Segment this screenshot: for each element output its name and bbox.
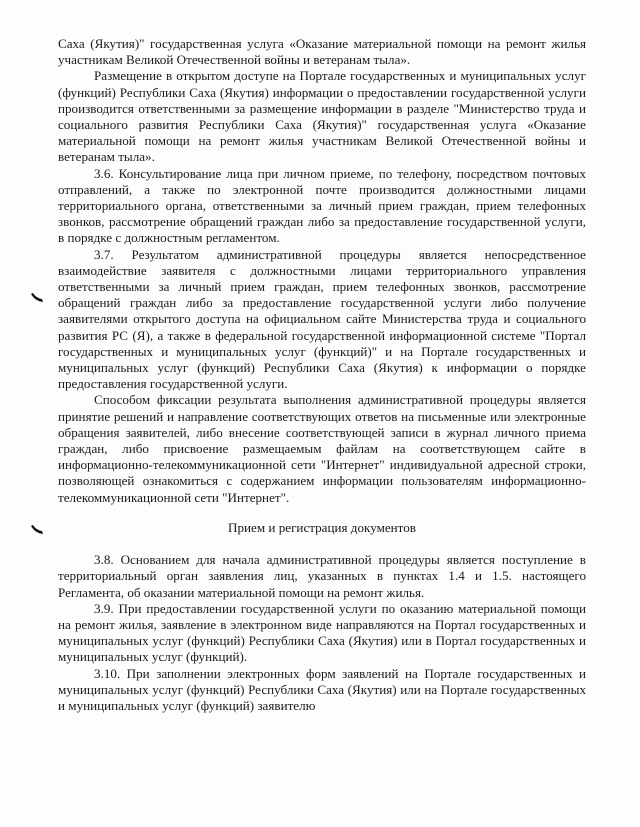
paragraph-fixation-method: Способом фиксации результата выполнения административной процедуры является принятие решений и направление соответствующих ответов на письменные или электронные обращения заявителей, либо внесение соответствующей записи в журнал личного приема граждан, либо присвоение размещаемым файлам на соответствующем сайте в информационно-телекоммуникационной сети "Интернет" индивидуальной адресной строки, позволяющей ознакомиться с содержанием информации пользователям информационно-телекоммуникационной сети "Интернет". [58,392,586,505]
paragraph-3-10: 3.10. При заполнении электронных форм заявлений на Портале государственных и муниципальных услуг (функций) Республики Саха (Якутия) или на Портале государственных и муниципальных услуг (функций) заявителю [58,665,586,713]
document-body [58,36,586,714]
paragraph-3-6: 3.6. Консультирование лица при личном приеме, по телефону, посредством почтовых отправлений, а также по электронной почте производится должностными лицами территориального органа, ответственными за личный прием граждан, прием телефонных звонков, рассмотрение обращений граждан либо за предоставление государственной услуги, в порядке с должностным регламентом. [58,165,586,246]
section-heading: Прием и регистрация документов [228,519,416,535]
paragraph-3-9: 3.9. При предоставлении государственной услуги по оказанию материальной помощи на ремонт жилья, заявление в электронном виде направляются на Портал государственных и муниципальных услуг (функций) Республики Саха (Якутия) или в Портал государственных и муниципальных услуг (функций). [58,600,586,665]
punch-hole-mark-icon [30,525,44,535]
paragraph-3-8: 3.8. Основанием для начала административной процедуры является поступление в территориальный орган заявления лиц, указанных в пунктах 1.4 и 1.5. настоящего Регламента, об оказании материальной помощи на ремонт жилья. [58,552,586,600]
paragraph-3-7: 3.7. Результатом административной процедуры является непосредственное взаимодействие заявителя с должностными лицами территориального управления ответственными за личный прием граждан, прием телефонных звонков, рассмотрение обращений граждан либо за предоставление государственной услуги либо получение заявителями открытого доступа на официальном сайте Министерства труда и социального развития РС (Я), а также в федеральной государственной информационной системе "Портал государственных и муниципальных услуг (функций)" и на Портале государственных и муниципальных услуг (функций) Республики Саха (Якутия) к информации о порядке предоставления государственной услуги. [58,246,586,392]
paragraph-continuation: Саха (Якутия)" государственная услуга «Оказание материальной помощи на ремонт жилья участникам Великой Отечественной войны и ветеранам тыла». [58,36,586,68]
punch-hole-mark-icon [30,293,44,303]
paragraph-placement-info: Размещение в открытом доступе на Портале государственных и муниципальных услуг (функций) Республики Саха (Якутия) информации о предоставлении государственной услуги производится ответственными за размещение информации в разделе "Министерство труда и социального развития Республики Саха (Якутия)" государственная услуга «Оказание материальной помощи на ремонт жилья участникам Великой Отечественной войны и ветеранам тыла». [58,68,586,165]
